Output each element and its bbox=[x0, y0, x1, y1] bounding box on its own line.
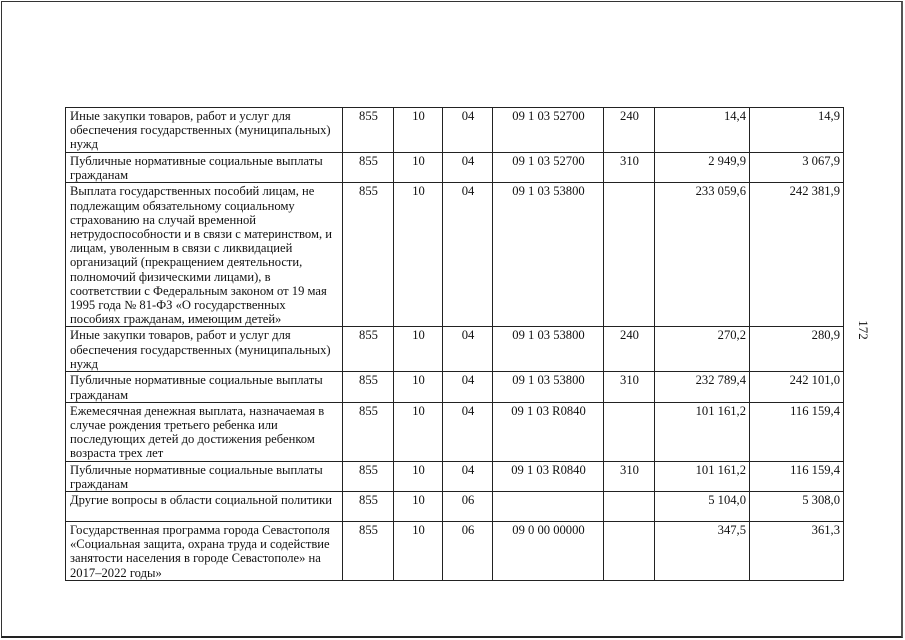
ministry-code-cell: 855 bbox=[343, 372, 394, 402]
ministry-code-cell: 855 bbox=[343, 492, 394, 522]
ministry-code-cell: 855 bbox=[343, 153, 394, 183]
amount-year1-cell: 101 161,2 bbox=[655, 461, 750, 491]
section-code-cell: 10 bbox=[394, 183, 443, 327]
budget-table bbox=[65, 107, 844, 581]
table-row bbox=[66, 402, 844, 461]
table-row bbox=[66, 108, 844, 153]
section-code-cell: 10 bbox=[394, 402, 443, 461]
target-article-cell: 09 1 03 52700 bbox=[493, 153, 604, 183]
amount-year1-cell: 2 949,9 bbox=[655, 153, 750, 183]
table-row bbox=[66, 327, 844, 372]
subsection-code-cell: 04 bbox=[443, 108, 493, 153]
subsection-code-cell: 04 bbox=[443, 183, 493, 327]
subsection-code-cell: 04 bbox=[443, 372, 493, 402]
row-name-cell: Другие вопросы в области социальной политики bbox=[66, 492, 343, 522]
row-name-cell: Ежемесячная денежная выплата, назначаемая в случае рождения третьего ребенка или последующих детей до достижения ребенком возраста трех лет bbox=[66, 402, 343, 461]
amount-year1-cell: 5 104,0 bbox=[655, 492, 750, 522]
expense-type-cell: 240 bbox=[604, 327, 655, 372]
ministry-code-cell: 855 bbox=[343, 327, 394, 372]
target-article-cell: 09 1 03 52700 bbox=[493, 108, 604, 153]
expense-type-cell: 310 bbox=[604, 372, 655, 402]
amount-year2-cell: 14,9 bbox=[750, 108, 844, 153]
section-code-cell: 10 bbox=[394, 153, 443, 183]
amount-year1-cell: 233 059,6 bbox=[655, 183, 750, 327]
target-article-cell: 09 1 03 53800 bbox=[493, 372, 604, 402]
row-name-cell: Публичные нормативные социальные выплаты гражданам bbox=[66, 372, 343, 402]
expense-type-cell: 310 bbox=[604, 153, 655, 183]
amount-year2-cell: 5 308,0 bbox=[750, 492, 844, 522]
row-name-cell: Иные закупки товаров, работ и услуг для обеспечения государственных (муниципальных) нужд bbox=[66, 327, 343, 372]
section-code-cell: 10 bbox=[394, 108, 443, 153]
expense-type-cell bbox=[604, 402, 655, 461]
amount-year2-cell: 242 381,9 bbox=[750, 183, 844, 327]
row-name-cell: Выплата государственных пособий лицам, не подлежащим обязательному социальному страхованию на случай временной нетрудоспособности и в связи с материнством, и лицам, уволенным в связи с ликвидацией организаций (прекращением деятельности, полномочий физическими лицами), в соответствии с Федеральным законом от 19 мая 1995 года № 81-ФЗ «О государственных пособиях гражданам, имеющим детей» bbox=[66, 183, 343, 327]
expense-type-cell bbox=[604, 492, 655, 522]
subsection-code-cell: 06 bbox=[443, 492, 493, 522]
amount-year1-cell: 347,5 bbox=[655, 522, 750, 581]
ministry-code-cell: 855 bbox=[343, 108, 394, 153]
target-article-cell: 09 1 03 R0840 bbox=[493, 461, 604, 491]
subsection-code-cell: 04 bbox=[443, 461, 493, 491]
amount-year2-cell: 116 159,4 bbox=[750, 402, 844, 461]
table-row bbox=[66, 153, 844, 183]
subsection-code-cell: 06 bbox=[443, 522, 493, 581]
amount-year1-cell: 101 161,2 bbox=[655, 402, 750, 461]
subsection-code-cell: 04 bbox=[443, 153, 493, 183]
target-article-cell: 09 1 03 53800 bbox=[493, 327, 604, 372]
amount-year1-cell: 270,2 bbox=[655, 327, 750, 372]
section-code-cell: 10 bbox=[394, 492, 443, 522]
subsection-code-cell: 04 bbox=[443, 402, 493, 461]
row-name-cell: Иные закупки товаров, работ и услуг для обеспечения государственных (муниципальных) нужд bbox=[66, 108, 343, 153]
section-code-cell: 10 bbox=[394, 522, 443, 581]
table-row bbox=[66, 183, 844, 327]
expense-type-cell: 240 bbox=[604, 108, 655, 153]
amount-year2-cell: 280,9 bbox=[750, 327, 844, 372]
expense-type-cell: 310 bbox=[604, 461, 655, 491]
table-row bbox=[66, 522, 844, 581]
amount-year1-cell: 14,4 bbox=[655, 108, 750, 153]
amount-year1-cell: 232 789,4 bbox=[655, 372, 750, 402]
table-row bbox=[66, 372, 844, 402]
row-name-cell: Публичные нормативные социальные выплаты гражданам bbox=[66, 461, 343, 491]
ministry-code-cell: 855 bbox=[343, 183, 394, 327]
row-name-cell: Государственная программа города Севастополя «Социальная защита, охрана труда и содействие занятости населения в городе Севастополе» на 2017–2022 годы» bbox=[66, 522, 343, 581]
target-article-cell: 09 1 03 R0840 bbox=[493, 402, 604, 461]
target-article-cell: 09 1 03 53800 bbox=[493, 183, 604, 327]
subsection-code-cell: 04 bbox=[443, 327, 493, 372]
target-article-cell bbox=[493, 492, 604, 522]
amount-year2-cell: 242 101,0 bbox=[750, 372, 844, 402]
section-code-cell: 10 bbox=[394, 372, 443, 402]
ministry-code-cell: 855 bbox=[343, 461, 394, 491]
page-number: 172 bbox=[855, 320, 871, 340]
table-row bbox=[66, 461, 844, 491]
amount-year2-cell: 361,3 bbox=[750, 522, 844, 581]
expense-type-cell bbox=[604, 522, 655, 581]
table-row bbox=[66, 492, 844, 522]
target-article-cell: 09 0 00 00000 bbox=[493, 522, 604, 581]
amount-year2-cell: 116 159,4 bbox=[750, 461, 844, 491]
ministry-code-cell: 855 bbox=[343, 402, 394, 461]
ministry-code-cell: 855 bbox=[343, 522, 394, 581]
section-code-cell: 10 bbox=[394, 461, 443, 491]
expense-type-cell bbox=[604, 183, 655, 327]
row-name-cell: Публичные нормативные социальные выплаты гражданам bbox=[66, 153, 343, 183]
section-code-cell: 10 bbox=[394, 327, 443, 372]
amount-year2-cell: 3 067,9 bbox=[750, 153, 844, 183]
